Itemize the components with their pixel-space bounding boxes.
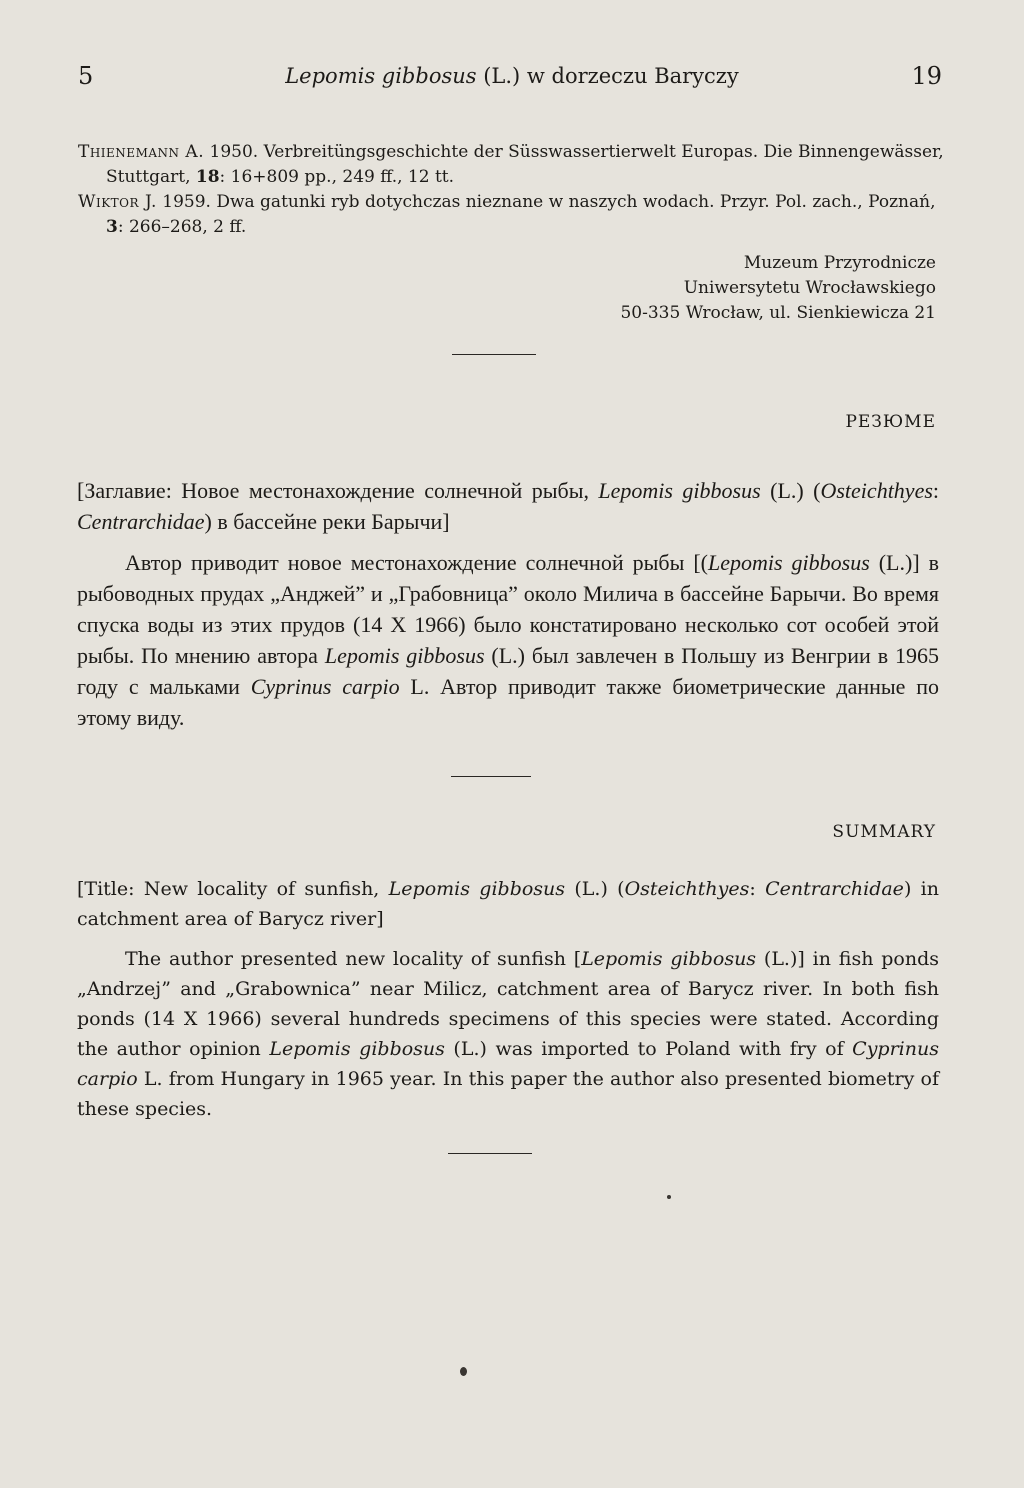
species-name: Lepomis gibbosus: [269, 1038, 445, 1060]
address-line: 50-335 Wrocław, ul. Sienkiewicza 21: [620, 303, 936, 323]
summary-body: [77, 874, 939, 1124]
species-name: Cyprinus carpio: [250, 674, 400, 699]
reference-item: [78, 190, 950, 240]
reference-tail: : 16+809 pp., 249 ff., 12 tt.: [219, 167, 455, 187]
section-divider: [452, 354, 536, 355]
species-name: Lepomis gibbosus: [581, 948, 757, 970]
reference-text: 1950. Verbreitüngsgeschichte der Süsswassertierwelt Europas. Die Binnengewässer, Stuttgart,: [106, 142, 944, 187]
species-name: Cyprinus carpio: [77, 1038, 939, 1090]
reference-item: [78, 140, 950, 190]
address-line: Muzeum Przyrodnicze: [743, 253, 936, 273]
address-line: Uniwersytetu Wrocławskiego: [683, 278, 936, 298]
summary-text: (L.)] in fish ponds „Andrzej” and „Grabownica” near Milicz, catchment area of Barycz river. In both fish ponds (14 X 1966) several hundreds specimens of this species were stated. According the author opinion: [77, 948, 940, 1060]
resume-text: Автор приводит новое местонахождение солнечной рыбы [(: [125, 550, 708, 575]
ink-speck: [460, 1367, 467, 1376]
section-divider: [451, 776, 531, 777]
taxon-class: Osteichthyes: [624, 878, 750, 900]
taxon-family: Centrarchidae: [77, 509, 205, 534]
summary-title-text: [Title: New locality of sunfish,: [77, 878, 389, 900]
taxon-class: Osteichthyes: [820, 478, 933, 503]
page-number: 19: [911, 62, 942, 90]
summary-title-text: ) in catchment area of Barycz river]: [77, 878, 939, 930]
resume-title-text: [Заглавие: Новое местонахождение солнечной рыбы,: [77, 478, 599, 503]
species-name: Lepomis gibbosus: [708, 550, 870, 575]
resume-title-text: (L.) (: [760, 478, 821, 503]
summary-title-text: (L.) (: [565, 878, 625, 900]
running-title-species: Lepomis gibbosus: [285, 64, 477, 88]
resume-heading: РЕЗЮМЕ: [845, 412, 936, 432]
summary-text: L. from Hungary in 1965 year. In this paper the author also presented biometry of these species.: [77, 1068, 939, 1120]
resume-body: [77, 475, 939, 733]
summary-text: The author presented new locality of sunfish [: [125, 948, 582, 970]
summary-title-text: :: [749, 878, 766, 900]
summary-paragraph: [77, 944, 939, 1124]
reference-text: 1959. Dwa gatunki ryb dotychczas nieznane w naszych wodach. Przyr. Pol. zach., Poznań,: [156, 192, 936, 212]
resume-text: (L.) был завлечен в Польшу из Венгрии в 1965 году с мальками: [77, 643, 940, 699]
summary-heading: SUMMARY: [832, 822, 936, 842]
running-title-rest: (L.) w dorzeczu Baryczy: [476, 64, 739, 88]
reference-author: Wiktor J.: [78, 192, 157, 212]
summary-title: [77, 874, 939, 934]
resume-text: L. Автор приводит также биометрические данные по этому виду.: [77, 674, 939, 730]
resume-text: (L.)] в рыбоводных прудах „Анджей” и „Грабовница” около Милича в бассейне Барычи. Во время спуска воды из этих прудов (14 X 1966) было констатировано несколько сот особей этой рыбы. По мнению автора: [77, 550, 939, 668]
resume-title-text: ) в бассейне реки Барычи]: [204, 509, 450, 534]
article-number: 5: [78, 62, 94, 90]
reference-author: Thienemann A.: [78, 142, 205, 162]
resume-paragraph: [77, 547, 939, 733]
author-address: [620, 251, 936, 326]
species-name: Lepomis gibbosus: [324, 643, 485, 668]
reference-volume: 3: [106, 217, 118, 237]
section-divider: [448, 1153, 532, 1154]
ink-speck: [667, 1195, 671, 1199]
resume-title-text: :: [932, 478, 940, 503]
resume-title: [77, 475, 939, 537]
reference-volume: 18: [195, 167, 220, 187]
taxon-family: Centrarchidae: [765, 878, 904, 900]
reference-list: [78, 140, 950, 240]
summary-text: (L.) was imported to Poland with fry of: [444, 1038, 853, 1060]
species-name: Lepomis gibbosus: [388, 878, 566, 900]
running-head: [0, 62, 1024, 96]
species-name: Lepomis gibbosus: [598, 478, 761, 503]
running-title: [0, 64, 1024, 88]
reference-tail: : 266–268, 2 ff.: [117, 217, 247, 237]
